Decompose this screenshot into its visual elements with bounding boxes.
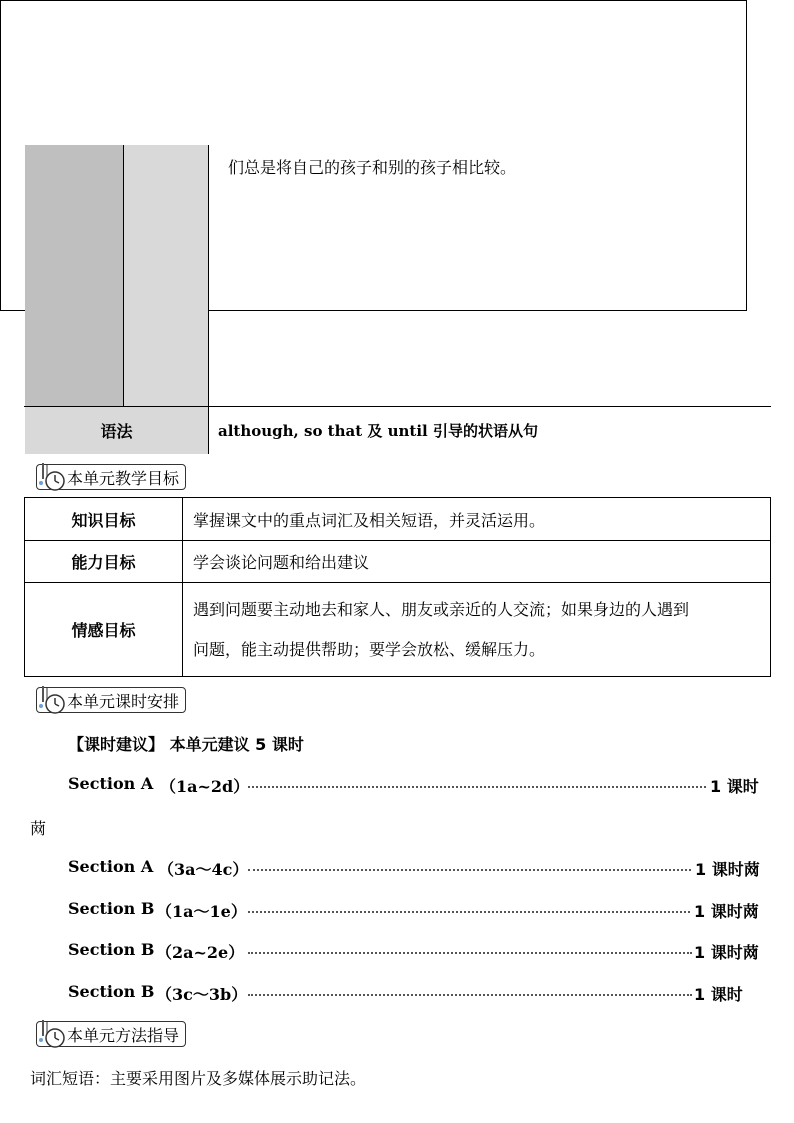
- schedule-hours: 1 课时䒽: [694, 902, 759, 921]
- schedule-section-name: Section B: [68, 982, 155, 1001]
- method-text: 词汇短语：主要采用图片及多媒体展示助记法。: [30, 1069, 367, 1088]
- grammar-label-cell: [25, 407, 209, 454]
- objective-text: 学会谈论问题和给出建议: [183, 541, 771, 583]
- schedule-hours: 1 课时: [710, 777, 759, 796]
- objectives-heading: [30, 464, 186, 490]
- schedule-title: 本单元课时安排: [67, 691, 180, 711]
- grammar-text: although, so that 及 until 引导的状语从句: [218, 422, 538, 440]
- schedule-section-name: Section B: [68, 899, 155, 918]
- dot-leader: [248, 786, 706, 788]
- method-heading: [30, 1021, 186, 1047]
- dot-leader: [248, 911, 690, 913]
- objective-label: 知识目标: [25, 498, 183, 541]
- method-title: 本单元方法指导: [67, 1025, 180, 1045]
- clock-icon: [37, 1018, 71, 1050]
- objective-text: 掌握课文中的重点词汇及相关短语，并灵活运用。: [183, 498, 771, 541]
- table-label-cell: [25, 145, 124, 406]
- table-row: [25, 541, 771, 583]
- dot-leader: [248, 869, 691, 871]
- schedule-suggestion: 【课时建议】 本单元建议 5 课时: [68, 735, 304, 754]
- schedule-heading: [30, 687, 186, 713]
- clock-icon: [37, 684, 71, 716]
- schedule-section-name: Section A: [68, 774, 154, 793]
- table-row: [25, 498, 771, 541]
- objective-label: 能力目标: [25, 541, 183, 583]
- schedule-hours: 1 课时䒽: [695, 860, 760, 879]
- objective-text-line: 遇到问题要主动地去和家人、朋友或亲近的人交流；如果身边的人遇到: [193, 599, 690, 619]
- objective-text-line: 问题，能主动提供帮助；要学会放松、缓解压力。: [193, 639, 546, 659]
- schedule-hours: 1 课时: [694, 985, 743, 1004]
- objectives-title: 本单元教学目标: [67, 468, 180, 488]
- grammar-label: 语法: [100, 422, 133, 441]
- schedule-section-name: Section A: [68, 857, 154, 876]
- schedule-section-name: Section B: [68, 940, 155, 959]
- objectives-table: [24, 497, 771, 677]
- schedule-hours: 1 课时䒽: [694, 943, 759, 962]
- schedule-section-range: （2a~2e）: [156, 943, 245, 962]
- objective-label: 情感目标: [25, 583, 183, 677]
- clock-icon: [37, 461, 71, 493]
- dot-leader: [248, 952, 692, 954]
- schedule-section-range: （1a～1e）: [156, 902, 247, 921]
- schedule-wrap-char: 䒽: [30, 819, 47, 838]
- schedule-section-range: （3a～4c）: [158, 860, 249, 879]
- table-row: [25, 583, 771, 677]
- table-continued-text: 们总是将自己的孩子和别的孩子相比较。: [228, 158, 517, 177]
- table-sublabel-cell: [124, 145, 209, 406]
- objective-text: [183, 583, 771, 677]
- dot-leader: [248, 994, 692, 996]
- schedule-section-range: （1a~2d）: [160, 777, 250, 796]
- schedule-section-range: （3c～3b）: [156, 985, 248, 1004]
